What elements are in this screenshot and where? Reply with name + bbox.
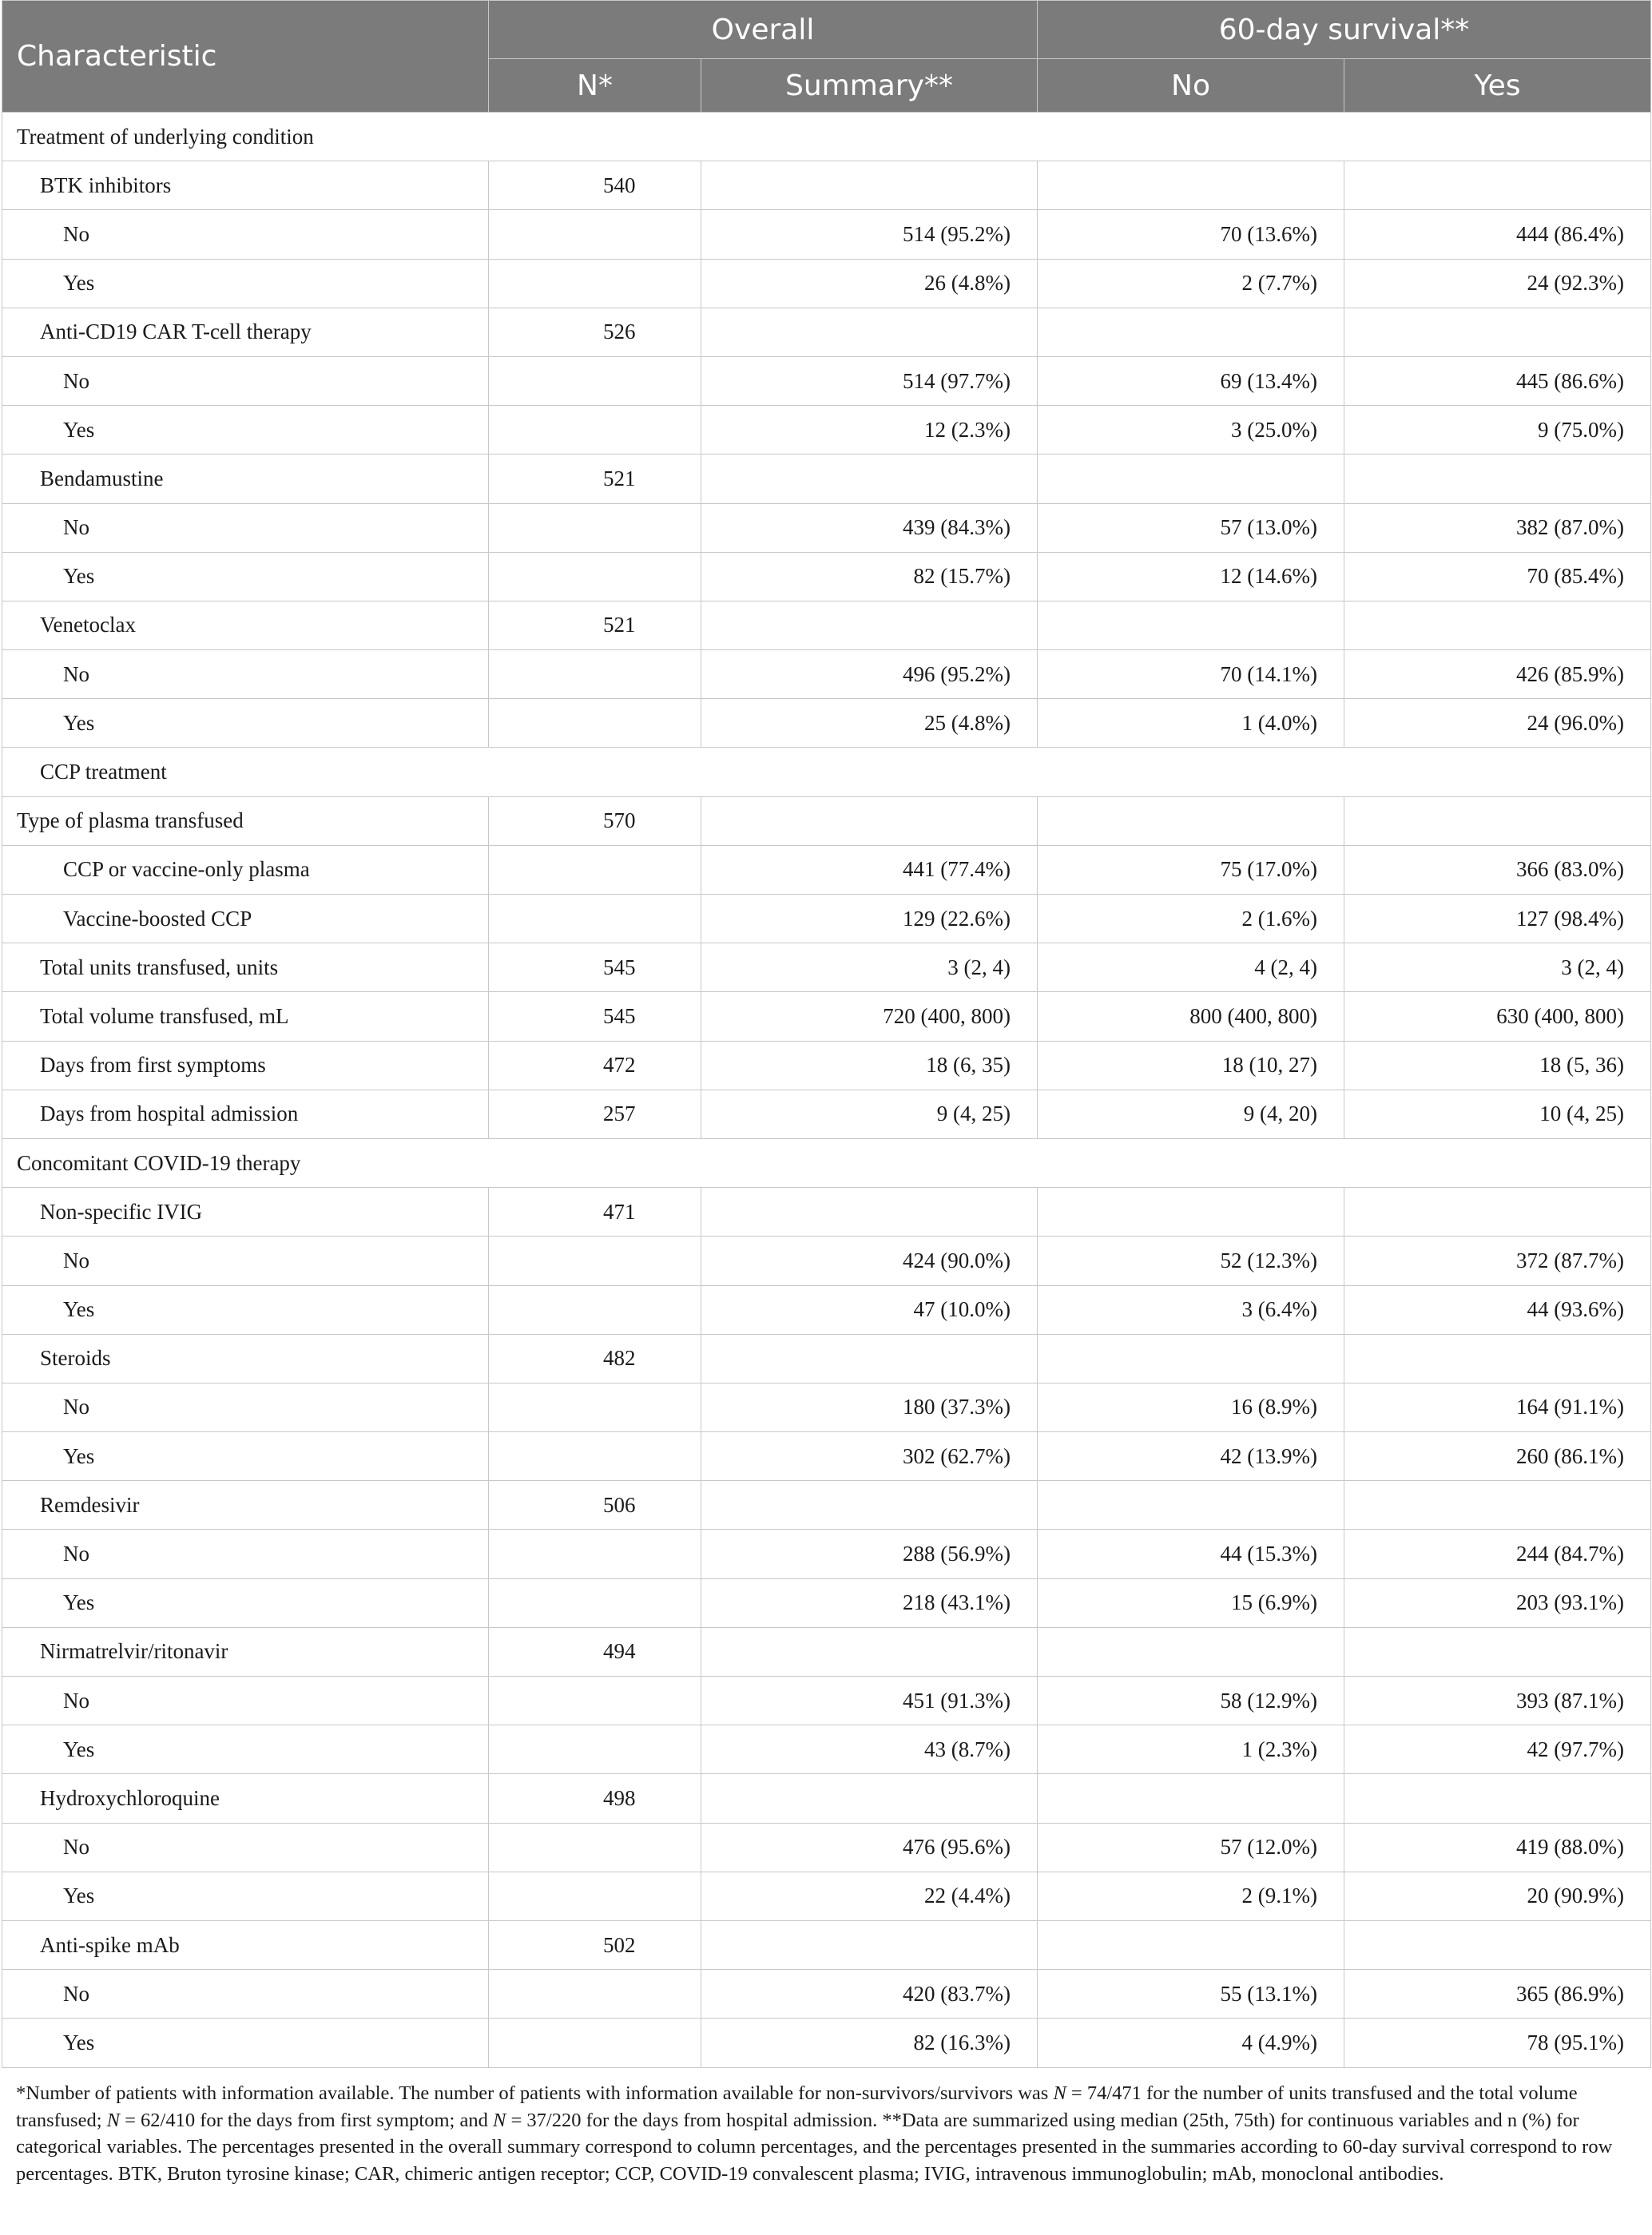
table-row [2,1627,1651,1676]
no-cell: 15 (6.9%) [1038,1578,1344,1627]
no-cell: 800 (400, 800) [1038,992,1344,1041]
no-cell: 70 (13.6%) [1038,210,1344,259]
yes-cell [1344,1334,1651,1383]
no-cell: 12 (14.6%) [1038,552,1344,601]
summary-cell: 514 (95.2%) [701,210,1038,259]
no-cell: 9 (4, 20) [1038,1090,1344,1138]
summary-cell: 441 (77.4%) [701,845,1038,894]
no-cell [1038,796,1344,845]
characteristic-cell: Vaccine-boosted CCP [2,895,489,943]
summary-cell [701,601,1038,649]
table-row [2,2019,1651,2067]
characteristic-cell: No [2,356,489,405]
characteristic-cell: Remdesivir [2,1481,489,1530]
n-cell [489,895,701,943]
yes-cell: 164 (91.1%) [1344,1383,1651,1431]
yes-cell: 445 (86.6%) [1344,356,1651,405]
n-cell: 498 [489,1774,701,1823]
n-cell [489,1677,701,1725]
table-row [2,210,1651,259]
characteristic-cell: Hydroxychloroquine [2,1774,489,1823]
footnote-text-2: = 74/471 for the number of units transfused and the total volume transfused; [16,2082,1578,2131]
characteristic-cell: Yes [2,552,489,601]
no-cell [1038,1334,1344,1383]
no-cell: 1 (4.0%) [1038,699,1344,748]
n-cell: 545 [489,992,701,1041]
no-cell: 3 (25.0%) [1038,406,1344,455]
footnote-text-3: = 62/410 for the days from first symptom; and [119,2109,493,2131]
summary-cell: 420 (83.7%) [701,1970,1038,2019]
yes-cell [1344,1481,1651,1530]
n-cell [489,650,701,699]
no-cell: 16 (8.9%) [1038,1383,1344,1431]
table-row [2,1578,1651,1627]
yes-cell: 24 (96.0%) [1344,699,1651,748]
table-row [2,1237,1651,1285]
table-row [2,1970,1651,2019]
no-cell: 2 (7.7%) [1038,259,1344,308]
summary-cell: 451 (91.3%) [701,1677,1038,1725]
table-row [2,259,1651,308]
no-cell: 18 (10, 27) [1038,1041,1344,1090]
table-row [2,356,1651,405]
table-row [2,650,1651,699]
no-cell [1038,455,1344,503]
table-row [2,552,1651,601]
no-cell [1038,308,1344,356]
footnote-n-symbol: N [106,2109,120,2131]
characteristic-cell: No [2,1383,489,1431]
yes-cell [1344,455,1651,503]
summary-cell [701,796,1038,845]
table-row [2,699,1651,748]
characteristic-cell: Anti-spike mAb [2,1920,489,1969]
yes-cell: 9 (75.0%) [1344,406,1651,455]
table-row [2,845,1651,894]
table-row [2,503,1651,552]
no-cell: 52 (12.3%) [1038,1237,1344,1285]
no-cell: 3 (6.4%) [1038,1285,1344,1334]
no-cell: 1 (2.3%) [1038,1725,1344,1774]
overall-header: Overall [489,1,1038,59]
yes-cell: 203 (93.1%) [1344,1578,1651,1627]
summary-cell: 18 (6, 35) [701,1041,1038,1090]
n-cell: 502 [489,1920,701,1969]
characteristic-header: Characteristic [2,1,489,113]
characteristic-cell: Yes [2,406,489,455]
table-row [2,1530,1651,1578]
no-cell: 58 (12.9%) [1038,1677,1344,1725]
characteristic-cell: Yes [2,1872,489,1920]
yes-cell: 630 (400, 800) [1344,992,1651,1041]
yes-cell [1344,308,1651,356]
characteristic-cell: BTK inhibitors [2,161,489,210]
n-cell [489,210,701,259]
section-label: CCP treatment [2,748,1651,796]
results-table [2,0,1651,2068]
characteristic-cell: Total units transfused, units [2,943,489,992]
no-cell: 69 (13.4%) [1038,356,1344,405]
summary-cell: 82 (16.3%) [701,2019,1038,2067]
yes-cell: 419 (88.0%) [1344,1823,1651,1872]
n-cell [489,1823,701,1872]
summary-cell [701,1481,1038,1530]
summary-cell: 288 (56.9%) [701,1530,1038,1578]
n-cell: 521 [489,601,701,649]
no-cell: 4 (4.9%) [1038,2019,1344,2067]
yes-cell: 10 (4, 25) [1344,1090,1651,1138]
no-cell: 42 (13.9%) [1038,1432,1344,1481]
n-cell [489,552,701,601]
summary-cell: 25 (4.8%) [701,699,1038,748]
characteristic-cell: Days from hospital admission [2,1090,489,1138]
n-cell: 540 [489,161,701,210]
characteristic-cell: Nirmatrelvir/ritonavir [2,1627,489,1676]
n-cell: 545 [489,943,701,992]
n-cell [489,259,701,308]
characteristic-cell: No [2,650,489,699]
yes-cell: 372 (87.7%) [1344,1237,1651,1285]
table-row [2,455,1651,503]
table-row [2,1823,1651,1872]
characteristic-cell: Yes [2,2019,489,2067]
summary-cell [701,1334,1038,1383]
yes-cell: 20 (90.9%) [1344,1872,1651,1920]
no-cell: 2 (1.6%) [1038,895,1344,943]
no-cell [1038,1188,1344,1237]
table-row [2,1872,1651,1920]
table-row [2,796,1651,845]
summary-cell: 514 (97.7%) [701,356,1038,405]
summary-header: Summary** [701,59,1038,113]
n-cell [489,503,701,552]
characteristic-cell: No [2,210,489,259]
summary-cell [701,161,1038,210]
summary-cell: 129 (22.6%) [701,895,1038,943]
yes-cell: 382 (87.0%) [1344,503,1651,552]
characteristic-cell: No [2,1237,489,1285]
yes-cell [1344,161,1651,210]
yes-cell: 244 (84.7%) [1344,1530,1651,1578]
n-cell [489,1970,701,2019]
table-row [2,1188,1651,1237]
summary-cell [701,1920,1038,1969]
summary-cell: 26 (4.8%) [701,259,1038,308]
no-cell: 57 (12.0%) [1038,1823,1344,1872]
yes-cell: 3 (2, 4) [1344,943,1651,992]
summary-cell: 9 (4, 25) [701,1090,1038,1138]
characteristic-cell: Anti-CD19 CAR T-cell therapy [2,308,489,356]
table-row [2,1481,1651,1530]
n-cell: 570 [489,796,701,845]
table-row [2,943,1651,992]
summary-cell: 476 (95.6%) [701,1823,1038,1872]
characteristic-cell: Venetoclax [2,601,489,649]
summary-cell: 218 (43.1%) [701,1578,1038,1627]
yes-cell: 393 (87.1%) [1344,1677,1651,1725]
section-row [2,748,1651,796]
characteristic-cell: No [2,503,489,552]
footnote-text-1: *Number of patients with information available. The number of patients with information available for non-survivors/survivors was [16,2082,1054,2104]
characteristic-cell: Yes [2,1432,489,1481]
characteristic-cell: Yes [2,699,489,748]
no-cell [1038,1627,1344,1676]
n-cell: 521 [489,455,701,503]
table-row [2,1090,1651,1138]
table-row [2,1774,1651,1823]
yes-cell: 42 (97.7%) [1344,1725,1651,1774]
no-cell: 57 (13.0%) [1038,503,1344,552]
table-row [2,1432,1651,1481]
table-row [2,308,1651,356]
summary-cell: 720 (400, 800) [701,992,1038,1041]
table-row [2,1920,1651,1969]
table-header [2,1,1651,113]
n-cell: 494 [489,1627,701,1676]
footnote-n-symbol: N [1053,2082,1066,2104]
section-label: Concomitant COVID-19 therapy [2,1138,1651,1187]
n-cell: 506 [489,1481,701,1530]
no-cell: 44 (15.3%) [1038,1530,1344,1578]
characteristic-cell: Total volume transfused, mL [2,992,489,1041]
yes-cell [1344,1774,1651,1823]
yes-cell [1344,796,1651,845]
summary-cell: 43 (8.7%) [701,1725,1038,1774]
table-row [2,895,1651,943]
footnote-n-symbol: N [492,2109,506,2131]
table-row [2,1677,1651,1725]
n-cell [489,1578,701,1627]
summary-cell: 12 (2.3%) [701,406,1038,455]
n-cell [489,699,701,748]
yes-cell [1344,601,1651,649]
table-row [2,1725,1651,1774]
characteristic-cell: Bendamustine [2,455,489,503]
characteristic-cell: Days from first symptoms [2,1041,489,1090]
table-row [2,1041,1651,1090]
n-cell [489,845,701,894]
no-cell [1038,1481,1344,1530]
yes-cell [1344,1920,1651,1969]
table-row [2,601,1651,649]
no-cell [1038,161,1344,210]
section-row [2,1138,1651,1187]
table-row [2,1334,1651,1383]
characteristic-cell: No [2,1530,489,1578]
no-cell [1038,1774,1344,1823]
table-row [2,406,1651,455]
yes-cell: 444 (86.4%) [1344,210,1651,259]
characteristic-cell: Yes [2,259,489,308]
yes-cell: 426 (85.9%) [1344,650,1651,699]
yes-cell: 260 (86.1%) [1344,1432,1651,1481]
yes-cell [1344,1627,1651,1676]
n-cell [489,1383,701,1431]
section-label: Treatment of underlying condition [2,113,1651,161]
no-cell [1038,601,1344,649]
survival-header: 60-day survival** [1038,1,1651,59]
characteristic-cell: No [2,1677,489,1725]
characteristic-cell: Type of plasma transfused [2,796,489,845]
n-cell: 471 [489,1188,701,1237]
summary-cell: 180 (37.3%) [701,1383,1038,1431]
no-header: No [1038,59,1344,113]
no-cell [1038,1920,1344,1969]
characteristic-cell: No [2,1823,489,1872]
no-cell: 55 (13.1%) [1038,1970,1344,2019]
no-cell: 70 (14.1%) [1038,650,1344,699]
n-header: N* [489,59,701,113]
yes-cell [1344,1188,1651,1237]
n-cell [489,1872,701,1920]
characteristic-cell: Non-specific IVIG [2,1188,489,1237]
characteristic-cell: Yes [2,1285,489,1334]
no-cell: 4 (2, 4) [1038,943,1344,992]
no-cell: 75 (17.0%) [1038,845,1344,894]
summary-cell: 3 (2, 4) [701,943,1038,992]
summary-cell [701,1774,1038,1823]
yes-cell: 44 (93.6%) [1344,1285,1651,1334]
characteristic-cell: Steroids [2,1334,489,1383]
table-row [2,1285,1651,1334]
summary-cell: 439 (84.3%) [701,503,1038,552]
yes-cell: 70 (85.4%) [1344,552,1651,601]
table-row [2,161,1651,210]
summary-cell: 82 (15.7%) [701,552,1038,601]
yes-cell: 127 (98.4%) [1344,895,1651,943]
characteristic-cell: CCP or vaccine-only plasma [2,845,489,894]
n-cell [489,1725,701,1774]
section-row [2,113,1651,161]
n-cell: 257 [489,1090,701,1138]
characteristic-cell: No [2,1970,489,2019]
n-cell [489,1432,701,1481]
summary-cell [701,455,1038,503]
summary-cell: 47 (10.0%) [701,1285,1038,1334]
n-cell [489,406,701,455]
summary-cell [701,308,1038,356]
characteristic-cell: Yes [2,1578,489,1627]
characteristic-cell: Yes [2,1725,489,1774]
yes-cell: 365 (86.9%) [1344,1970,1651,2019]
yes-header: Yes [1344,59,1651,113]
no-cell: 2 (9.1%) [1038,1872,1344,1920]
n-cell [489,1530,701,1578]
yes-cell: 78 (95.1%) [1344,2019,1651,2067]
summary-cell: 496 (95.2%) [701,650,1038,699]
n-cell [489,1285,701,1334]
summary-cell: 22 (4.4%) [701,1872,1038,1920]
yes-cell: 366 (83.0%) [1344,845,1651,894]
table-footnote [16,2080,1638,2187]
yes-cell: 24 (92.3%) [1344,259,1651,308]
footnote-text-4: = 37/220 for the days from hospital admission. **Data are summarized using median (25th, 75th) for continuous variables and n (%) for categorical variables. The percentages presented in the overall summary correspond to column percentages, and the percentages presented in the summaries according to 60-day survival correspond to row percentages. BTK, Bruton tyrosine kinase; CAR, chimeric antigen receptor; CCP, COVID-19 convalescent plasma; IVIG, intravenous immunoglobulin; mAb, monoclonal antibodies. [16,2109,1613,2185]
table-row [2,992,1651,1041]
yes-cell: 18 (5, 36) [1344,1041,1651,1090]
table-body [2,113,1651,2068]
n-cell [489,1237,701,1285]
n-cell [489,356,701,405]
n-cell [489,2019,701,2067]
n-cell: 526 [489,308,701,356]
summary-cell [701,1627,1038,1676]
n-cell: 482 [489,1334,701,1383]
summary-cell: 424 (90.0%) [701,1237,1038,1285]
summary-cell [701,1188,1038,1237]
table-row [2,1383,1651,1431]
n-cell: 472 [489,1041,701,1090]
summary-cell: 302 (62.7%) [701,1432,1038,1481]
